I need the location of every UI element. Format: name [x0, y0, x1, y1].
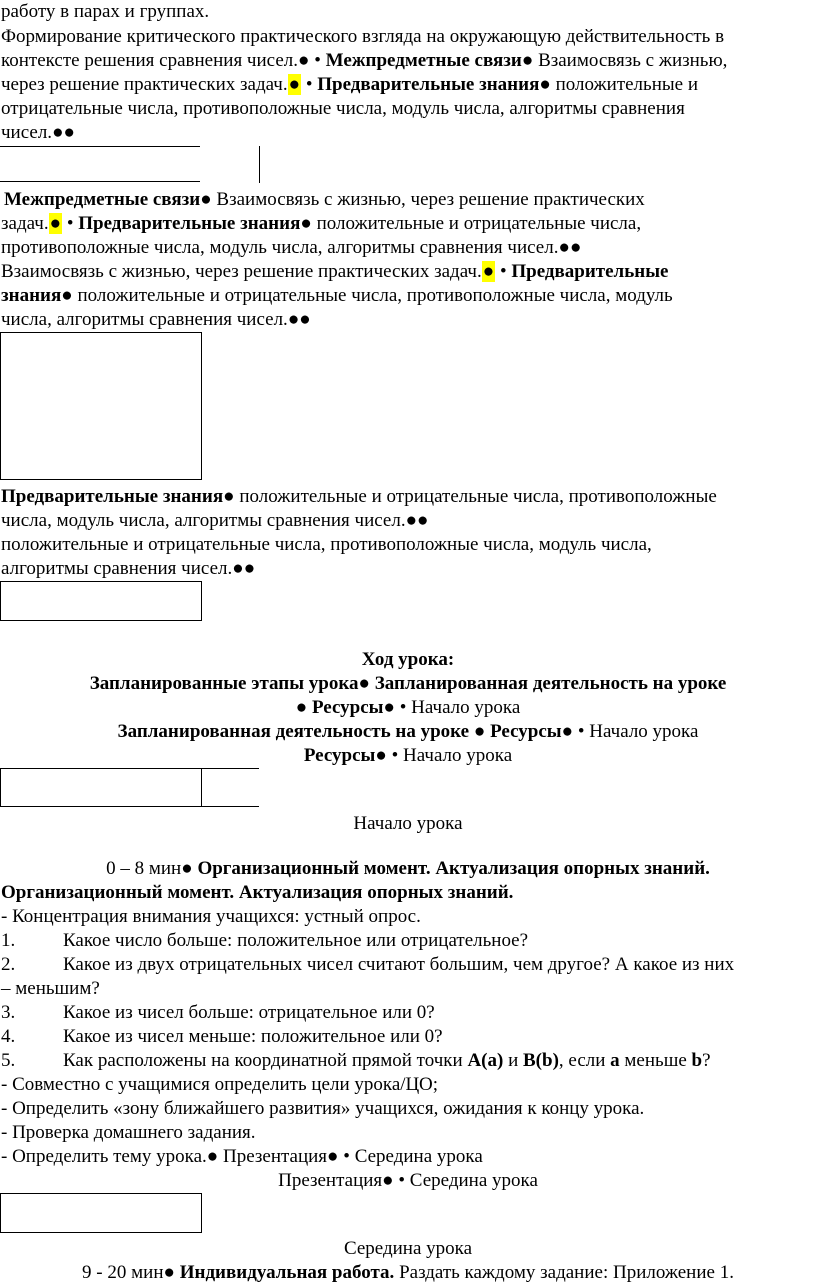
- table-cell: [0, 1193, 202, 1233]
- stage-label: Начало урока: [353, 813, 463, 834]
- list-item: 3. Какое из чисел больше: отрицательное или 0?: [1, 1002, 435, 1023]
- stage-label: Середина урока: [343, 1238, 473, 1259]
- text-line: Ресурсы● • Начало урока: [303, 745, 513, 766]
- text-line: через решение практических задач.● • Предварительные знания● положительные и: [1, 74, 698, 95]
- highlight-mark: ●: [49, 213, 62, 234]
- highlight-mark: ●: [288, 74, 301, 95]
- table-cell: [0, 581, 202, 621]
- text-line: противоположные числа, модуль числа, алгоритмы сравнения чисел.●●: [1, 237, 582, 258]
- table-border: [0, 146, 200, 147]
- text-line: Запланированные этапы урока● Запланированная деятельность на уроке: [89, 673, 727, 694]
- text-line: числа, модуль числа, алгоритмы сравнения чисел.●●: [1, 510, 429, 531]
- text-line: - Концентрация внимания учащихся: устный опрос.: [1, 906, 421, 927]
- text-line: знания● положительные и отрицательные числа, противоположные числа, модуль: [1, 285, 673, 306]
- table-border: [201, 768, 202, 806]
- text-line: числа, алгоритмы сравнения чисел.●●: [1, 309, 311, 330]
- text-line: - Совместно с учащимися определить цели урока/ЦО;: [1, 1074, 439, 1095]
- table-cell: [0, 332, 202, 480]
- text-line: Предварительные знания● положительные и отрицательные числа, противоположные: [1, 486, 717, 507]
- text-line: алгоритмы сравнения чисел.●●: [1, 558, 256, 579]
- list-item: 4. Какое из чисел меньше: положительное или 0?: [1, 1026, 443, 1047]
- list-item: 1. Какое число больше: положительное или отрицательное?: [1, 930, 529, 951]
- text-line: положительные и отрицательные числа, противоположные числа, модуль числа,: [1, 534, 652, 555]
- text-line: задач.● • Предварительные знания● положительные и отрицательные числа,: [1, 213, 642, 234]
- text-line: Организационный момент. Актуализация опорных знаний.: [1, 882, 514, 903]
- table-border: [0, 768, 1, 806]
- text-line: – меньшим?: [1, 978, 100, 999]
- text-line: отрицательные числа, противоположные числа, модуль числа, алгоритмы сравнения: [1, 98, 685, 119]
- text-line: работу в парах и группах.: [1, 1, 210, 22]
- text-line: - Определить «зону ближайшего развития» учащихся, ожидания к концу урока.: [1, 1098, 645, 1119]
- text-line: 0 – 8 мин● Организационный момент. Актуализация опорных знаний.: [106, 858, 710, 879]
- text-line: Презентация● • Середина урока: [278, 1170, 538, 1191]
- text-line: чисел.●●: [1, 122, 76, 143]
- text-line: 9 - 20 мин● Индивидуальная работа. Раздать каждому задание: Приложение 1.: [82, 1262, 734, 1283]
- list-item: 2. Какое из двух отрицательных чисел считают большим, чем другое? А какое из них: [1, 954, 735, 975]
- highlight-mark: ●: [482, 261, 495, 282]
- text-line: - Определить тему урока.● Презентация● • Середина урока: [1, 1146, 483, 1167]
- table-border: [0, 768, 259, 769]
- heading-prior-knowledge: Предварительные знания: [317, 74, 540, 95]
- text-line: контексте решения сравнения чисел.● • Межпредметные связи● Взаимосвязь с жизнью,: [1, 50, 728, 71]
- text-line: Формирование критического практического взгляда на окружающую действительность в: [1, 26, 725, 47]
- table-border: [259, 146, 260, 183]
- heading-interdisciplinary: Межпредметные связи: [325, 50, 522, 71]
- list-item: 5. Как расположены на координатной прямой точки A(a) и B(b), если a меньше b?: [1, 1050, 711, 1071]
- text-line: Взаимосвязь с жизнью, через решение практических задач.● • Предварительные: [1, 261, 669, 282]
- text-line: - Проверка домашнего задания.: [1, 1122, 256, 1143]
- text-line: Межпредметные связи● Взаимосвязь с жизнью, через решение практических: [4, 189, 645, 210]
- table-border: [0, 181, 200, 182]
- table-border: [0, 806, 259, 807]
- text-line: Запланированная деятельность на уроке ● Ресурсы● • Начало урока: [117, 721, 699, 742]
- text-line: ● Ресурсы● • Начало урока: [295, 697, 521, 718]
- section-title: Ход урока:: [361, 649, 455, 670]
